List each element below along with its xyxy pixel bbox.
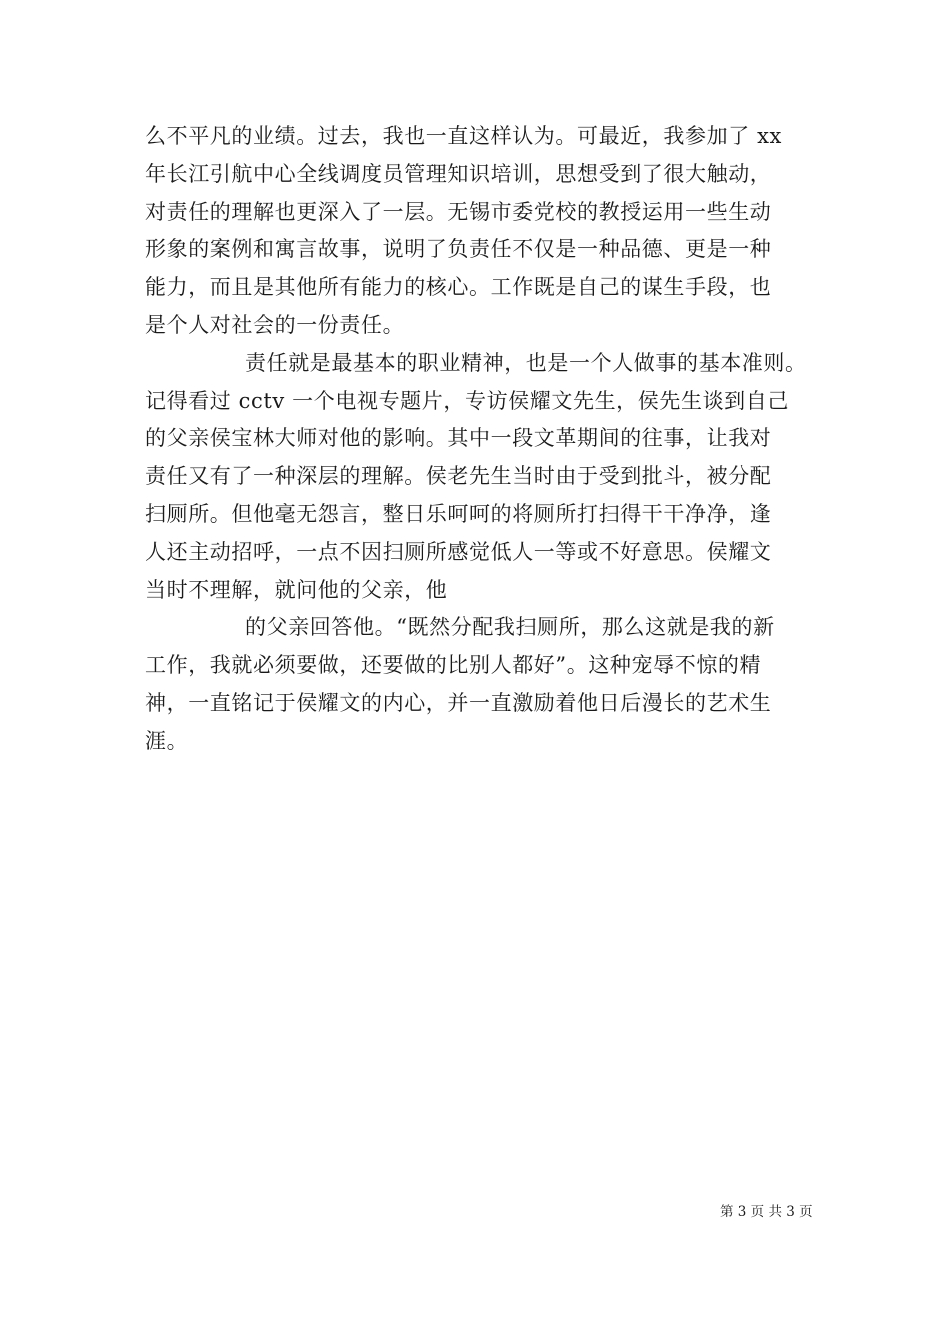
text-line: 是个人对社会的一份责任。 xyxy=(145,312,405,337)
paragraph-first-line: 的父亲回答他。“既然分配我扫厕所，那么这就是我的新 xyxy=(245,615,775,640)
text-line: 神，一直铭记于侯耀文的内心，并一直激励着他日后漫长的艺术生 xyxy=(145,690,772,715)
text-line: 记得看过 cctv 一个电视专题片，专访侯耀文先生，侯先生谈到自己 xyxy=(145,388,789,413)
text-line: 人还主动招呼，一点不因扫厕所感觉低人一等或不好意思。侯耀文 xyxy=(145,539,772,564)
text-line: 形象的案例和寓言故事，说明了负责任不仅是一种品德、更是一种 xyxy=(145,237,772,262)
text-line: 的父亲侯宝林大师对他的影响。其中一段文革期间的往事，让我对 xyxy=(145,426,772,451)
text-line: 当时不理解，就问他的父亲，他 xyxy=(145,577,448,602)
text-line: 能力，而且是其他所有能力的核心。工作既是自己的谋生手段，也 xyxy=(145,275,772,300)
text-line: 工作，我就必须要做，还要做的比别人都好”。这种宠辱不惊的精 xyxy=(145,653,762,678)
page-number-footer: 第 3 页 共 3 页 xyxy=(720,1204,813,1220)
text-line: 扫厕所。但他毫无怨言，整日乐呵呵的将厕所打扫得干干净净，逢 xyxy=(145,501,772,526)
text-line: 对责任的理解也更深入了一层。无锡市委党校的教授运用一些生动 xyxy=(145,199,772,224)
text-line: 年长江引航中心全线调度员管理知识培训，思想受到了很大触动， xyxy=(145,161,772,186)
text-line: 责任又有了一种深层的理解。侯老先生当时由于受到批斗，被分配 xyxy=(145,464,772,489)
paragraph-first-line: 责任就是最基本的职业精神，也是一个人做事的基本准则。 xyxy=(245,350,807,375)
text-line: 涯。 xyxy=(145,728,189,753)
text-line: 么不平凡的业绩。过去，我也一直这样认为。可最近，我参加了 xx xyxy=(145,124,782,148)
document-body xyxy=(145,118,825,761)
